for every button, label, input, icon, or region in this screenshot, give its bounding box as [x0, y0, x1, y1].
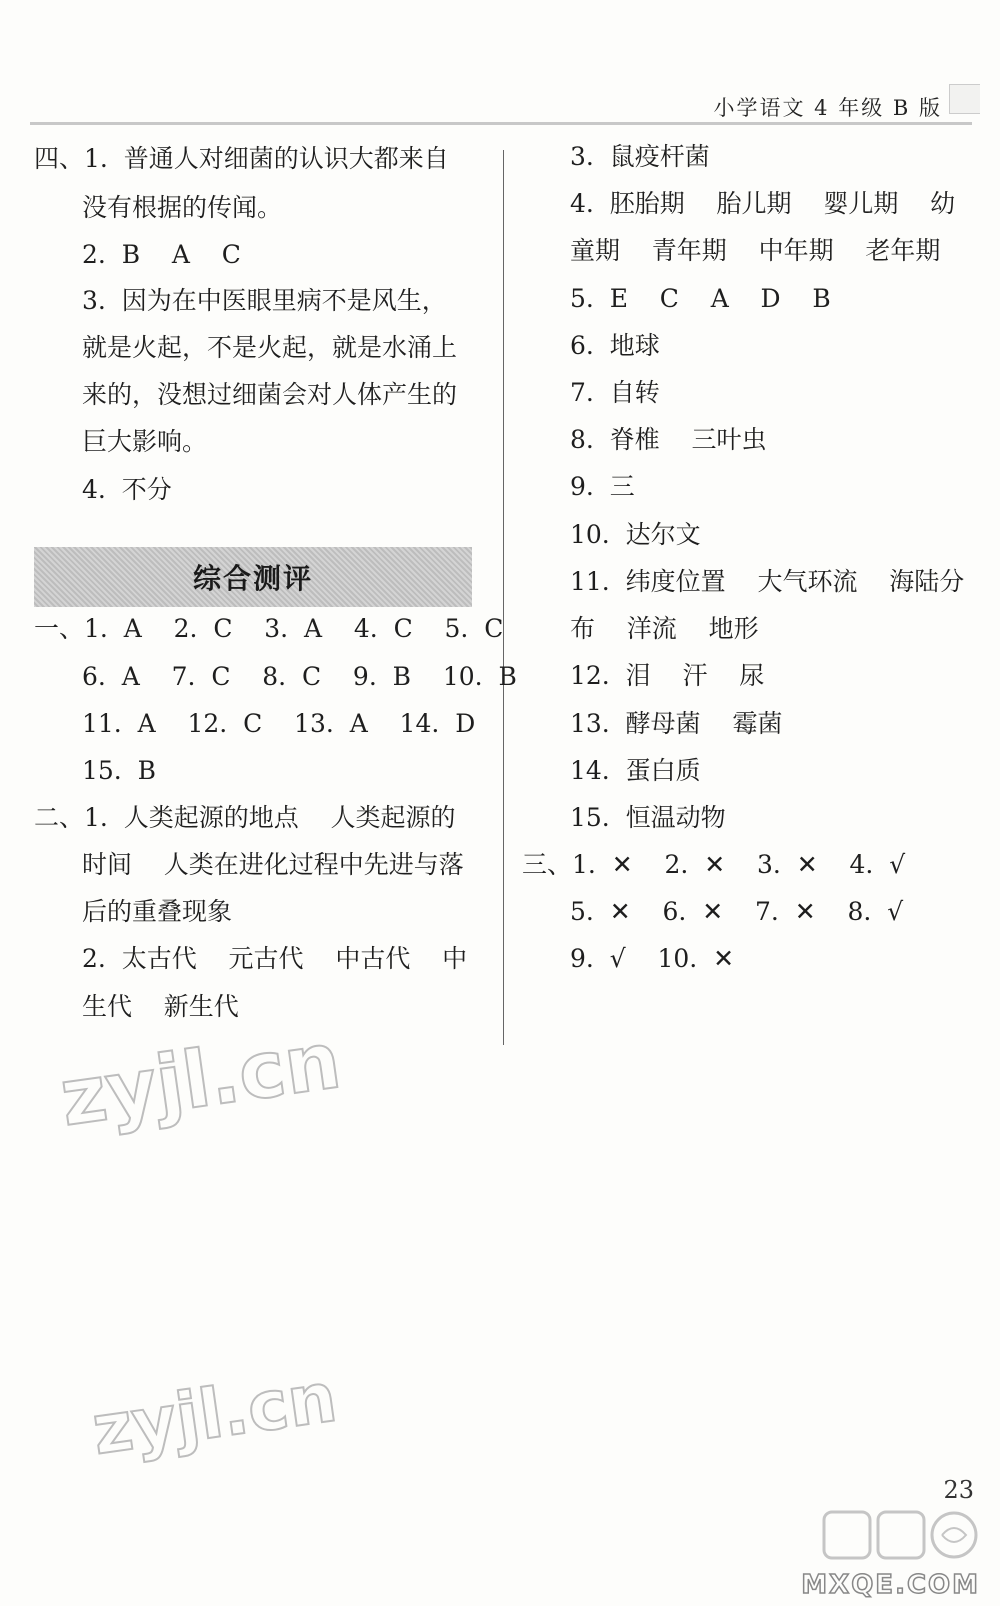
left-line: 4. 不分 [82, 475, 172, 504]
left-line: 来的，没想过细菌会对人体产生的 [82, 380, 458, 409]
left-line: 时间 人类在进化过程中先进与落 [82, 850, 464, 879]
column-divider [503, 150, 504, 1045]
section-title: 综合测评 [192, 562, 313, 595]
corner-logo-text: MXQE.COM [801, 1570, 980, 1600]
header-title: 小学语文 4 年级 B 版 [713, 96, 942, 120]
left-line: 就是火起，不是火起，就是水涌上 [82, 333, 458, 362]
right-line: 布 洋流 地形 [570, 614, 759, 643]
left-line: 6. A 7. C 8. C 9. B 10. B [82, 662, 517, 691]
left-line: 11. A 12. C 13. A 14. D [82, 709, 476, 738]
right-line: 8. 脊椎 三叶虫 [570, 425, 767, 454]
right-line: 9. 三 [570, 472, 635, 501]
right-line: 14. 蛋白质 [570, 756, 701, 785]
right-line: 5. E C A D B [570, 284, 831, 313]
left-line: 四、1. 普通人对细菌的认识大都来自 [34, 144, 449, 173]
right-line: 15. 恒温动物 [570, 803, 726, 832]
left-line: 2. B A C [82, 240, 241, 269]
right-line: 3. 鼠疫杆菌 [570, 142, 710, 171]
left-line: 3. 因为在中医眼里病不是风生， [82, 286, 447, 315]
header-rule [30, 122, 972, 125]
right-line: 7. 自转 [570, 378, 660, 407]
right-line: 6. 地球 [570, 331, 660, 360]
left-line: 一、1. A 2. C 3. A 4. C 5. C [34, 614, 504, 643]
right-line: 12. 泪 汗 尿 [570, 661, 765, 690]
watermark: zyjl.cn [55, 1015, 347, 1145]
right-line: 5. ✕ 6. ✕ 7. ✕ 8. √ [570, 897, 904, 926]
section-banner [34, 547, 472, 607]
left-line: 没有根据的传闻。 [82, 193, 283, 222]
watermark: zyjl.cn [87, 1358, 342, 1471]
left-line: 后的重叠现象 [82, 897, 233, 926]
right-line: 9. √ 10. ✕ [570, 944, 735, 973]
right-line: 13. 酵母菌 霉菌 [570, 709, 783, 738]
right-line: 4. 胚胎期 胎儿期 婴儿期 幼 [570, 189, 956, 218]
left-line: 二、1. 人类起源的地点 人类起源的 [34, 803, 456, 832]
left-line: 巨大影响。 [82, 427, 208, 456]
right-line: 童期 青年期 中年期 老年期 [570, 236, 941, 265]
right-line: 10. 达尔文 [570, 520, 701, 549]
right-line: 三、1. ✕ 2. ✕ 3. ✕ 4. √ [522, 850, 906, 879]
page-number: 23 [943, 1476, 974, 1504]
left-line: 15. B [82, 756, 157, 785]
header-tab [949, 84, 980, 114]
left-line: 2. 太古代 元古代 中古代 中 [82, 944, 468, 973]
left-line: 生代 新生代 [82, 992, 239, 1021]
right-line: 11. 纬度位置 大气环流 海陆分 [570, 567, 965, 596]
